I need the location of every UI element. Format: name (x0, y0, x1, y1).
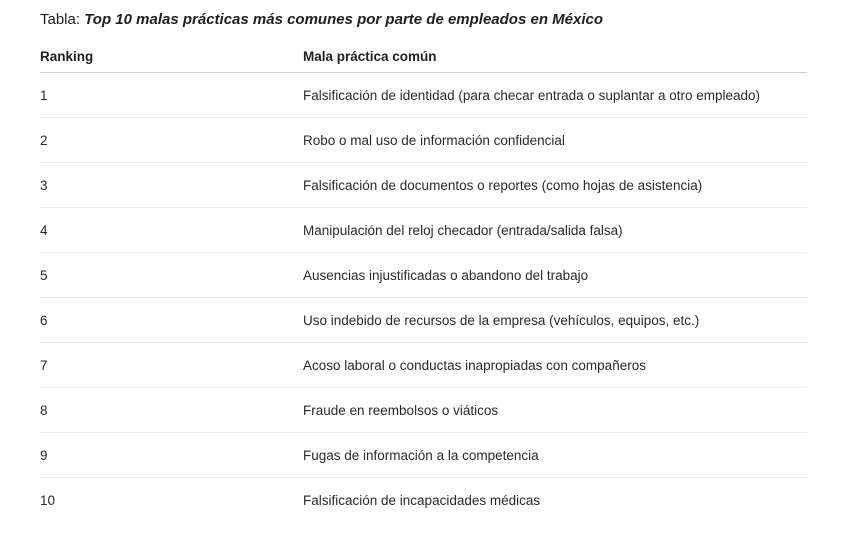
practice-cell: Falsificación de identidad (para checar entrada o suplantar a otro empleado) (303, 73, 807, 118)
column-header-mala-practica: Mala práctica común (303, 40, 807, 73)
practice-cell: Ausencias injustificadas o abandono del trabajo (303, 253, 807, 298)
table-row (40, 343, 807, 388)
column-header-ranking: Ranking (40, 40, 303, 73)
rank-cell: 7 (40, 343, 303, 388)
practice-cell: Fraude en reembolsos o viáticos (303, 388, 807, 433)
practice-cell: Uso indebido de recursos de la empresa (vehículos, equipos, etc.) (303, 298, 807, 343)
table-row (40, 478, 807, 523)
rank-cell: 4 (40, 208, 303, 253)
table-row (40, 298, 807, 343)
practice-cell: Falsificación de documentos o reportes (como hojas de asistencia) (303, 163, 807, 208)
practice-cell: Falsificación de incapacidades médicas (303, 492, 541, 508)
caption-prefix: Tabla: (40, 11, 81, 28)
table-row (40, 388, 807, 433)
table-row (40, 163, 807, 208)
rank-cell: 10 (40, 492, 56, 508)
table-row (40, 253, 807, 298)
rank-cell: 3 (40, 163, 303, 208)
table-header (40, 40, 807, 73)
rank-cell: 5 (40, 253, 303, 298)
practice-cell: Acoso laboral o conductas inapropiadas con compañeros (303, 343, 807, 388)
header-row (40, 40, 807, 73)
table-row (40, 433, 807, 478)
table-caption (40, 10, 603, 30)
rank-cell: 9 (40, 433, 303, 478)
table-body (40, 73, 807, 523)
practice-cell: Manipulación del reloj checador (entrada/salida falsa) (303, 208, 807, 253)
practice-cell: Fugas de información a la competencia (303, 433, 807, 478)
rank-cell: 2 (40, 118, 303, 163)
table-row (40, 208, 807, 253)
malas-practicas-table (40, 40, 807, 522)
practice-cell: Robo o mal uso de información confidencial (303, 118, 807, 163)
table-row (40, 118, 807, 163)
rank-cell: 8 (40, 388, 303, 433)
rank-cell: 6 (40, 298, 303, 343)
rank-cell: 1 (40, 73, 303, 118)
caption-title: Top 10 malas prácticas más comunes por parte de empleados en México (84, 11, 604, 28)
table-row (40, 73, 807, 118)
